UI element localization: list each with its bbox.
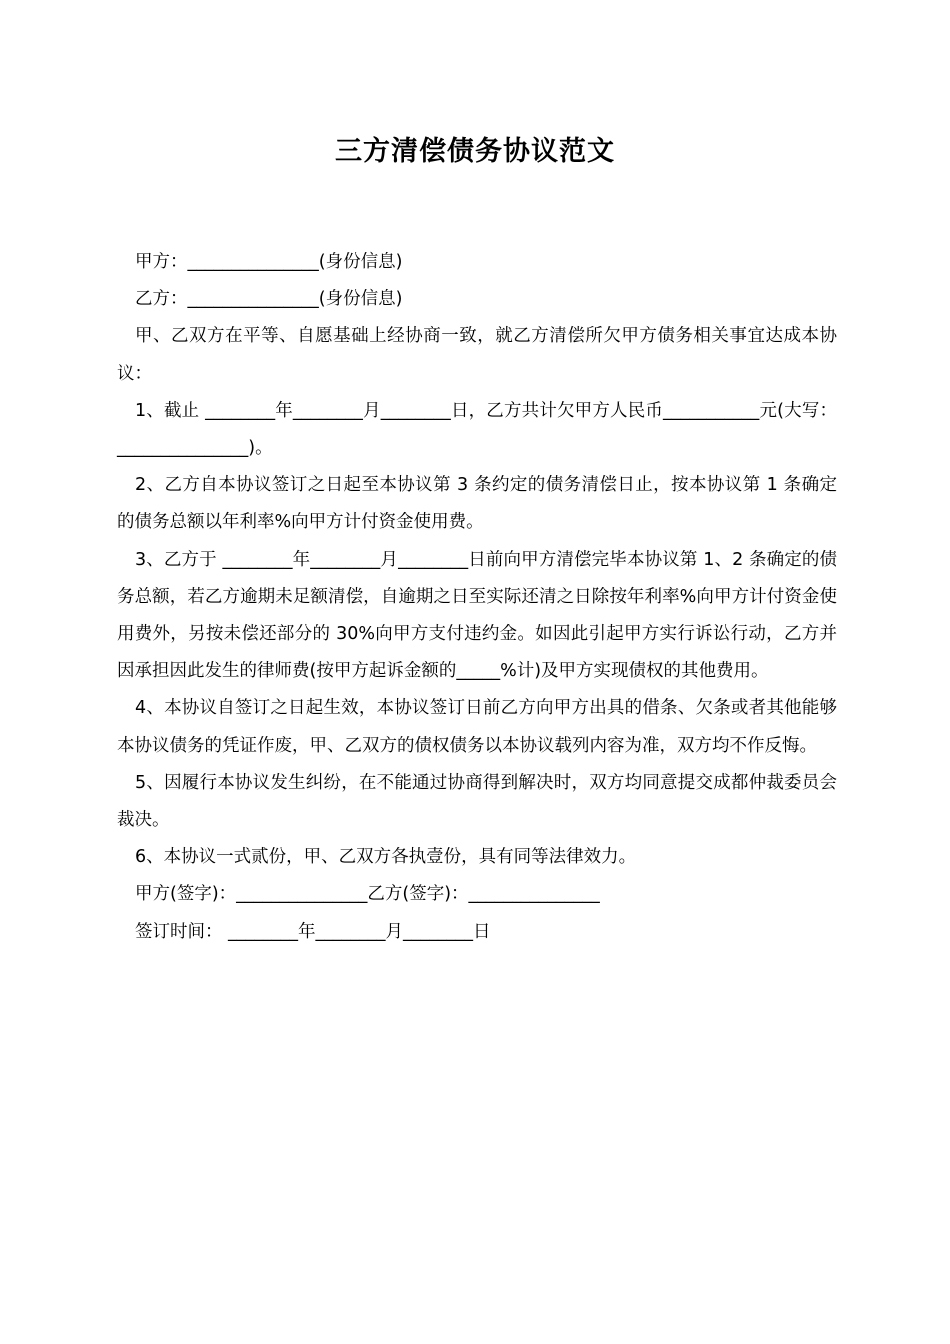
clause-3-paragraph: 3、乙方于 ________年________月________日前向甲方清偿完毕本协议第 1、2 条确定的债务总额，若乙方逾期未足额清偿，自逾期之日至实际还清之日除按年利率%向甲方计付资金使用费外，另按未偿还部分的 30%向甲方支付违约金。如因此引起甲方实行诉讼行动，乙方并因承担因此发生的律师费(按甲方起诉金额的_____%计)及甲方实现债权的其他费用。 — [117, 549, 837, 682]
clause-4-paragraph: 4、本协议自签订之日起生效，本协议签订日前乙方向甲方出具的借条、欠条或者其他能够本协议债务的凭证作废，甲、乙双方的债权债务以本协议载列内容为准，双方均不作反悔。 — [117, 698, 837, 756]
party-b-line: 乙方：_______________(身份信息) — [135, 289, 403, 310]
signature-line: 甲方(签字)：_______________乙方(签字)：_______________ — [135, 884, 600, 905]
clause-5-paragraph: 5、因履行本协议发生纠纷，在不能通过协商得到解决时，双方均同意提交成都仲裁委员会裁决。 — [117, 772, 837, 831]
clause-1-paragraph: 1、截止 ________年________月________日，乙方共计欠甲方人民币___________元(大写：_______________)。 — [117, 400, 837, 459]
party-a-line: 甲方：_______________(身份信息) — [135, 252, 403, 272]
clause-2-paragraph: 2、乙方自本协议签订之日起至本协议第 3 条约定的债务清偿日止，按本协议第 1 条确定的债务总额以年利率%向甲方计付资金使用费。 — [117, 475, 837, 533]
sign-date-line: 签订时间： ________年________月________日 — [135, 921, 491, 942]
preamble-paragraph: 甲、乙双方在平等、自愿基础上经协商一致，就乙方清偿所欠甲方债务相关事宜达成本协议： — [117, 326, 837, 384]
clause-6-paragraph: 6、本协议一式贰份，甲、乙双方各执壹份，具有同等法律效力。 — [135, 847, 637, 868]
document-title: 三方清偿债务协议范文 — [335, 136, 615, 167]
document-body — [117, 244, 837, 951]
